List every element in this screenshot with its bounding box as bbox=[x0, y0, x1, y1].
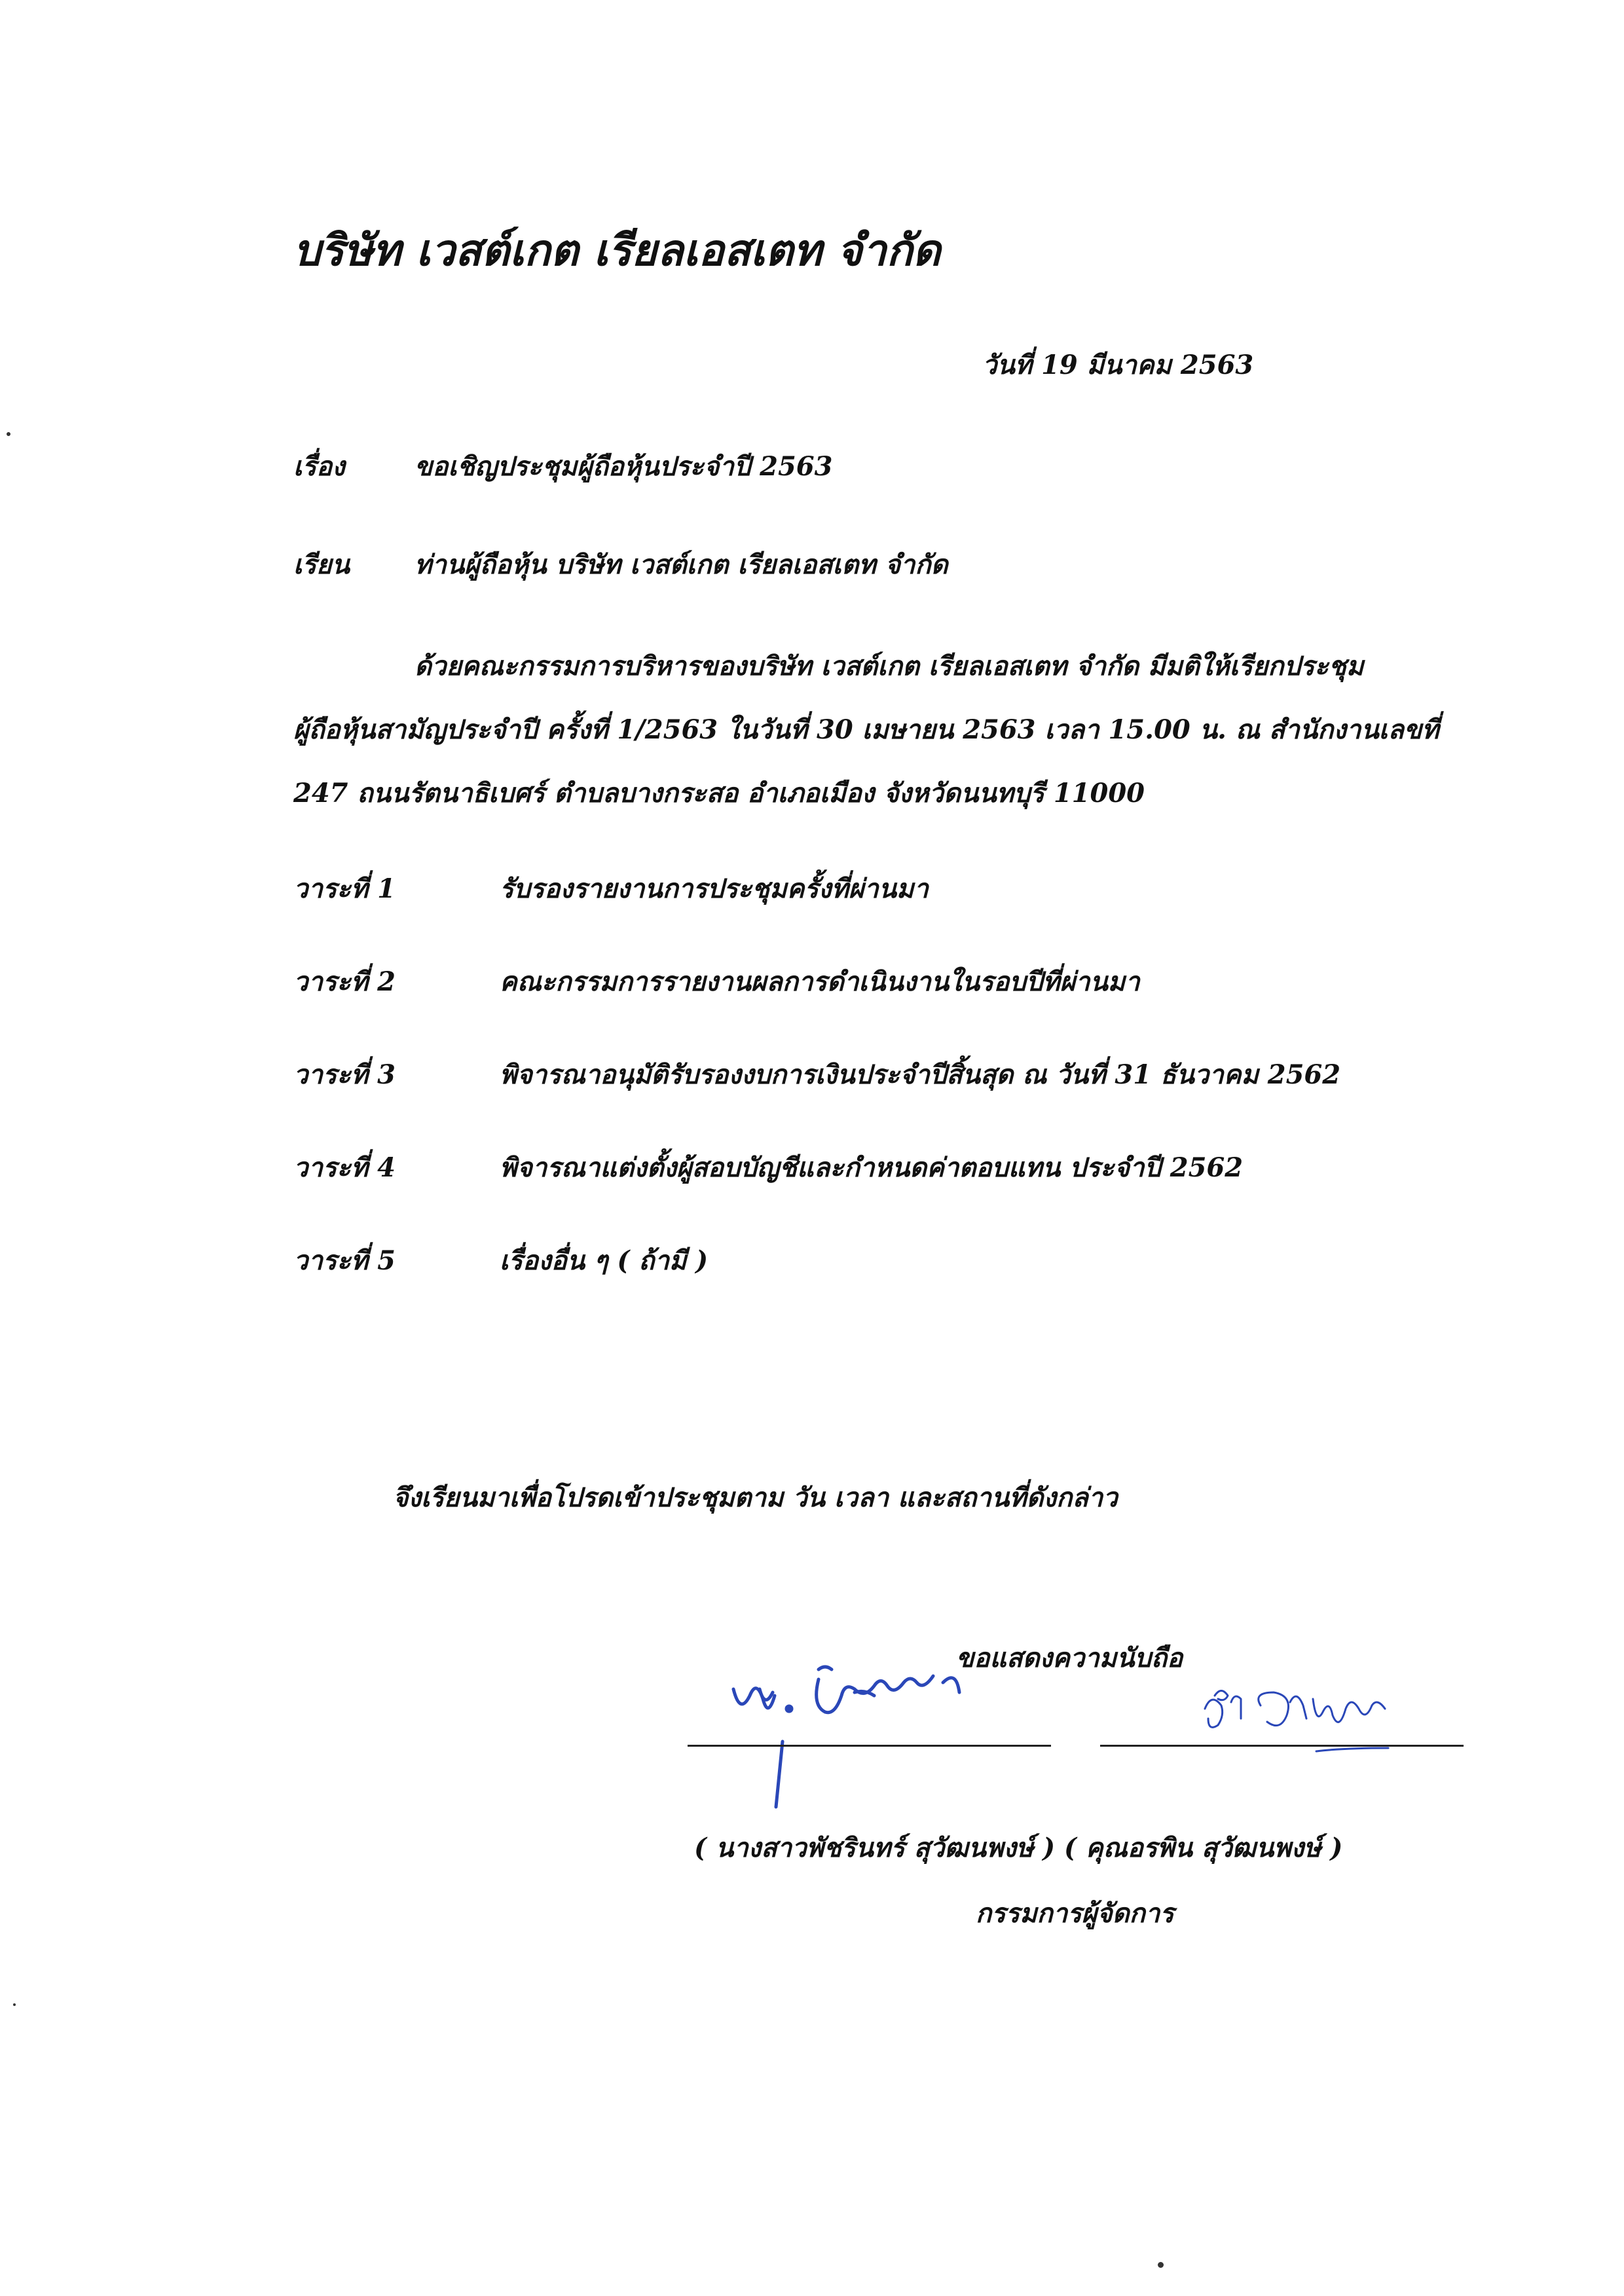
body-line: ผู้ถือหุ้นสามัญประจำปี ครั้งที่ 1/2563 ในวันที่ 30 เมษายน 2563 เวลา 15.00 น. ณ สำนักงานเลขที่ bbox=[293, 714, 1439, 745]
agenda-text: เรื่องอื่น ๆ ( ถ้ามี ) bbox=[500, 1245, 709, 1276]
agenda-text: คณะกรรมการรายงานผลการดำเนินงานในรอบปีที่ผ่านมา bbox=[500, 966, 1140, 997]
agenda-number: วาระที่ 1 bbox=[293, 873, 396, 904]
company-title: บริษัท เวสต์เกต เรียลเอสเตท จำกัด bbox=[293, 225, 941, 276]
letter-date: วันที่ 19 มีนาคม 2563 bbox=[982, 350, 1254, 380]
body-line: 247 ถนนรัตนาธิเบศร์ ตำบลบางกระสอ อำเภอเมือง จังหวัดนนทบุรี 11000 bbox=[293, 778, 1145, 809]
regards-text: ขอแสดงความนับถือ bbox=[956, 1643, 1183, 1673]
signature-1-mark bbox=[720, 1663, 995, 1813]
agenda-number: วาระที่ 3 bbox=[293, 1059, 396, 1090]
subject-text: ขอเชิญประชุมผู้ถือหุ้นประจำปี 2563 bbox=[415, 451, 833, 482]
scan-speck bbox=[7, 432, 10, 436]
recipient-label: เรียน bbox=[293, 549, 350, 580]
signature-line-1 bbox=[688, 1745, 1051, 1747]
recipient-text: ท่านผู้ถือหุ้น บริษัท เวสต์เกต เรียลเอสเตท จำกัด bbox=[415, 549, 948, 580]
closing-sentence: จึงเรียนมาเพื่อโปรดเข้าประชุมตาม วัน เวลา และสถานที่ดังกล่าว bbox=[393, 1482, 1118, 1513]
signature-line-2 bbox=[1100, 1745, 1464, 1747]
agenda-number: วาระที่ 5 bbox=[293, 1245, 396, 1276]
agenda-number: วาระที่ 2 bbox=[293, 966, 396, 997]
scan-speck bbox=[1158, 2262, 1164, 2268]
subject-label: เรื่อง bbox=[293, 451, 345, 482]
agenda-text: รับรองรายงานการประชุมครั้งที่ผ่านมา bbox=[500, 873, 929, 904]
agenda-number: วาระที่ 4 bbox=[293, 1152, 396, 1183]
body-line: ด้วยคณะกรรมการบริหารของบริษัท เวสต์เกต เรียลเอสเตท จำกัด มีมติให้เรียกประชุม bbox=[415, 651, 1364, 682]
signatory-names: ( นางสาวพัชรินทร์ สุวัฒนพงษ์ ) ( คุณอรพิน สุวัฒนพงษ์ ) bbox=[694, 1832, 1343, 1863]
signatory-position: กรรมการผู้จัดการ bbox=[976, 1898, 1174, 1929]
signature-2-mark bbox=[1192, 1683, 1408, 1781]
agenda-text: พิจารณาแต่งตั้งผู้สอบบัญชีและกำหนดค่าตอบแทน ประจำปี 2562 bbox=[500, 1152, 1244, 1183]
scan-speck bbox=[13, 2003, 16, 2006]
agenda-text: พิจารณาอนุมัติรับรองงบการเงินประจำปีสิ้นสุด ณ วันที่ 31 ธันวาคม 2562 bbox=[500, 1059, 1341, 1090]
